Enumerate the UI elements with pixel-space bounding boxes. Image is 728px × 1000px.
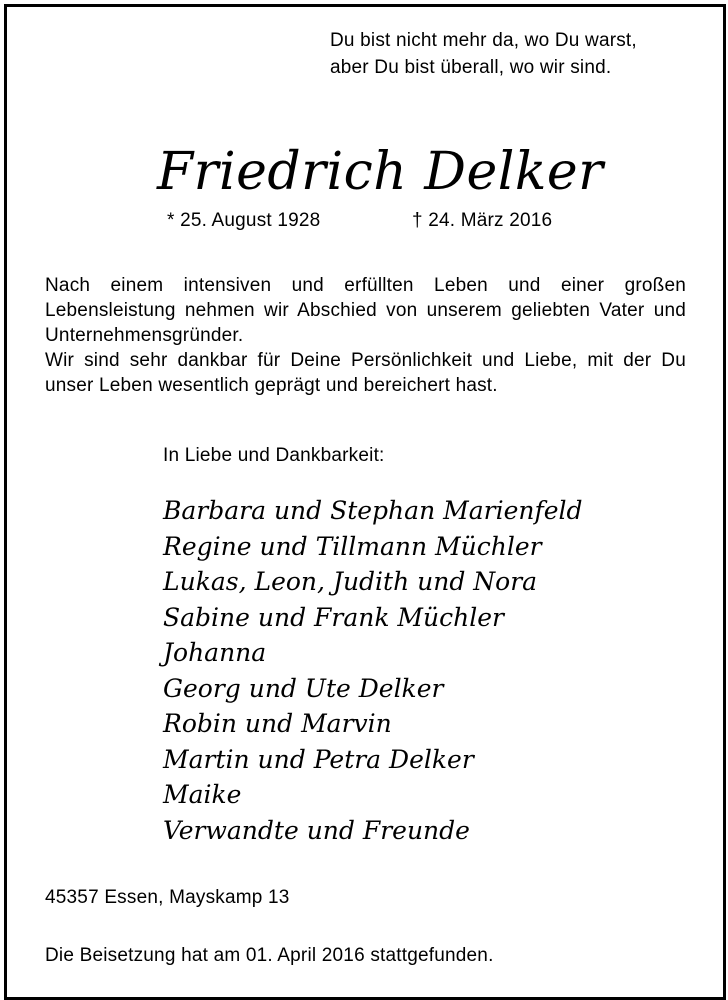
mourner-name: Barbara und Stephan Marienfeld [163, 496, 583, 525]
motto-quote [330, 27, 637, 81]
greeting-line: In Liebe und Dankbarkeit: [163, 445, 385, 466]
mourner-list [163, 493, 583, 848]
mourner-name: Regine und Tillmann Müchler [163, 531, 542, 561]
obituary-notice [4, 4, 726, 1000]
mourner-name: Verwandte und Freunde [163, 815, 470, 845]
motto-line-1: Du bist nicht mehr da, wo Du warst, [330, 30, 637, 51]
obituary-paragraph-1: Nach einem intensiven und erfüllten Leben und einer großen Lebensleistung nehmen wir Abschied von unserem geliebten Vater und Unternehmensgründer. [45, 275, 686, 346]
obituary-paragraph-2: Wir sind sehr dankbar für Deine Persönlichkeit und Liebe, mit der Du unser Leben wesentlich geprägt und bereichert hast. [45, 350, 686, 396]
funeral-note: Die Beisetzung hat am 01. April 2016 stattgefunden. [45, 945, 494, 966]
mourner-name: Georg und Ute Delker [163, 673, 444, 703]
mourner-name: Maike [163, 780, 242, 809]
obituary-text [45, 273, 686, 398]
mourner-name: Lukas, Leon, Judith und Nora [163, 567, 538, 596]
mourner-name: Martin und Petra Delker [163, 744, 474, 774]
birth-date: * 25. August 1928 [167, 210, 321, 231]
deceased-name: Friedrich Delker [157, 142, 604, 202]
mourner-name: Robin und Marvin [163, 709, 392, 738]
family-address: 45357 Essen, Mayskamp 13 [45, 887, 290, 908]
mourner-name: Johanna [163, 638, 267, 667]
motto-line-2: aber Du bist überall, wo wir sind. [330, 57, 612, 78]
mourner-name: Sabine und Frank Müchler [163, 602, 504, 632]
death-date: † 24. März 2016 [412, 210, 553, 231]
